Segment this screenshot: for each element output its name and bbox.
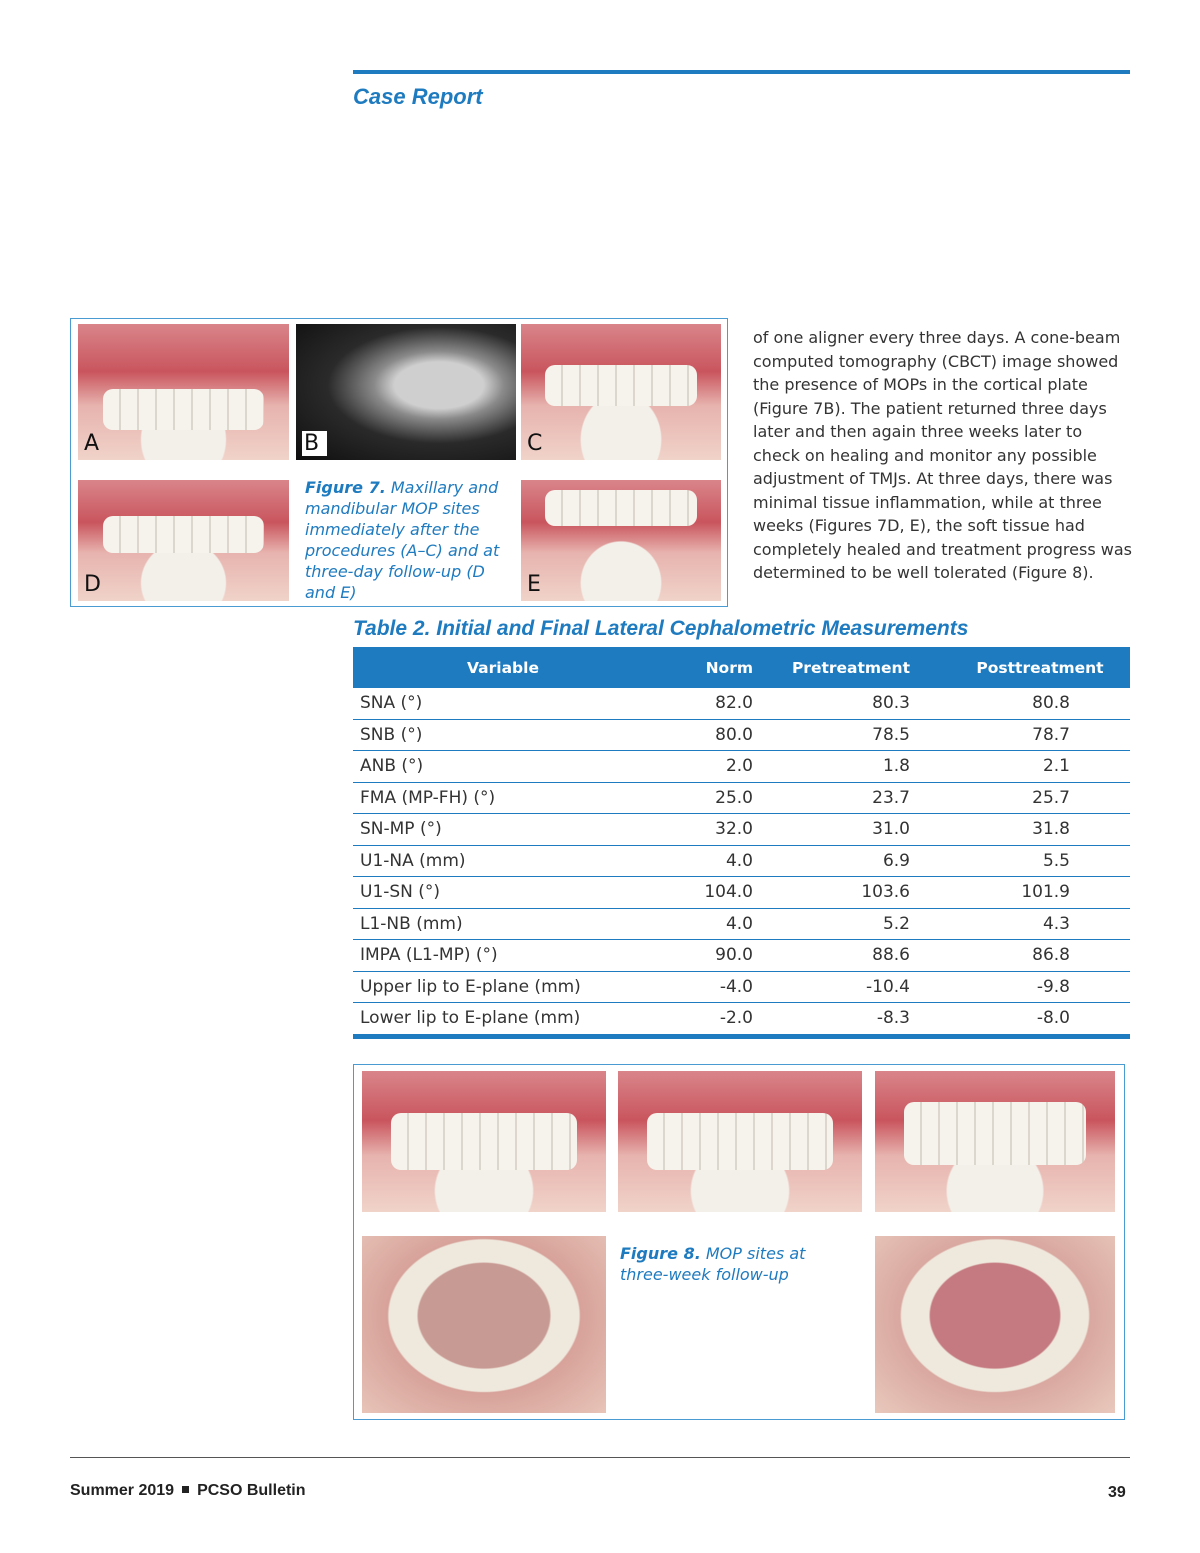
figure-8-caption-text: MOP sites at three-week follow-up bbox=[620, 1244, 806, 1284]
cell-variable: SN-MP (°) bbox=[353, 814, 653, 846]
footer-issue-date: Summer 2019 bbox=[70, 1482, 175, 1499]
cell-variable: ANB (°) bbox=[353, 751, 653, 783]
cell-variable: L1-NB (mm) bbox=[353, 908, 653, 940]
panel-label-e: E bbox=[527, 572, 541, 597]
cell-norm: 104.0 bbox=[653, 877, 753, 909]
figure-8-lower-occlusal-photo bbox=[875, 1236, 1115, 1413]
cell-spacer bbox=[1070, 719, 1130, 751]
table-row bbox=[353, 1003, 1130, 1037]
cell-spacer bbox=[1070, 1003, 1130, 1037]
figure-7c-photo bbox=[521, 324, 721, 460]
figure-7b-cbct-image bbox=[296, 324, 516, 460]
figure-7e-photo bbox=[521, 480, 721, 601]
cell-variable: SNA (°) bbox=[353, 688, 653, 719]
table-row bbox=[353, 719, 1130, 751]
figure-7-caption-text: Maxillary and mandibular MOP sites immediately after the procedures (A–C) and at three-day follow-up (D and E) bbox=[305, 478, 500, 602]
cell-posttreatment: 5.5 bbox=[910, 845, 1070, 877]
table-row bbox=[353, 814, 1130, 846]
cell-norm: 4.0 bbox=[653, 908, 753, 940]
cell-norm: 2.0 bbox=[653, 751, 753, 783]
header-posttreatment: Posttreatment bbox=[910, 647, 1130, 688]
cell-posttreatment: 4.3 bbox=[910, 908, 1070, 940]
header-norm: Norm bbox=[653, 647, 753, 688]
table-row bbox=[353, 908, 1130, 940]
table-row bbox=[353, 845, 1130, 877]
cell-posttreatment: 78.7 bbox=[910, 719, 1070, 751]
cell-norm: -2.0 bbox=[653, 1003, 753, 1037]
cell-variable: Upper lip to E-plane (mm) bbox=[353, 971, 653, 1003]
figure-8-upper-occlusal-photo bbox=[362, 1236, 606, 1413]
cell-spacer bbox=[1070, 782, 1130, 814]
page-number: 39 bbox=[1108, 1484, 1126, 1501]
footer-issue bbox=[70, 1482, 306, 1500]
figure-8-left-buccal-photo bbox=[875, 1071, 1115, 1212]
cell-norm: 4.0 bbox=[653, 845, 753, 877]
cell-spacer bbox=[1070, 751, 1130, 783]
cell-pretreatment: -8.3 bbox=[753, 1003, 910, 1037]
header-rule bbox=[353, 70, 1130, 74]
cell-variable: Lower lip to E-plane (mm) bbox=[353, 1003, 653, 1037]
figure-7-caption-label: Figure 7. bbox=[305, 478, 386, 497]
cell-norm: 32.0 bbox=[653, 814, 753, 846]
cell-pretreatment: 78.5 bbox=[753, 719, 910, 751]
figure-8-caption bbox=[620, 1243, 850, 1285]
cell-pretreatment: -10.4 bbox=[753, 971, 910, 1003]
table-row bbox=[353, 688, 1130, 719]
cell-posttreatment: -8.0 bbox=[910, 1003, 1070, 1037]
cell-norm: 90.0 bbox=[653, 940, 753, 972]
cell-posttreatment: 86.8 bbox=[910, 940, 1070, 972]
cell-spacer bbox=[1070, 814, 1130, 846]
figure-7d-photo bbox=[78, 480, 289, 601]
cell-pretreatment: 6.9 bbox=[753, 845, 910, 877]
panel-label-a: A bbox=[84, 431, 100, 456]
cell-spacer bbox=[1070, 940, 1130, 972]
cell-variable: IMPA (L1-MP) (°) bbox=[353, 940, 653, 972]
cell-spacer bbox=[1070, 845, 1130, 877]
header-variable: Variable bbox=[353, 647, 653, 688]
footer-publication: PCSO Bulletin bbox=[197, 1482, 306, 1499]
footer-rule bbox=[70, 1457, 1130, 1458]
table-header-row bbox=[353, 647, 1130, 688]
cell-variable: U1-NA (mm) bbox=[353, 845, 653, 877]
cell-variable: U1-SN (°) bbox=[353, 877, 653, 909]
cell-norm: 25.0 bbox=[653, 782, 753, 814]
cell-pretreatment: 31.0 bbox=[753, 814, 910, 846]
cell-variable: SNB (°) bbox=[353, 719, 653, 751]
cell-spacer bbox=[1070, 908, 1130, 940]
cell-pretreatment: 88.6 bbox=[753, 940, 910, 972]
cell-norm: -4.0 bbox=[653, 971, 753, 1003]
figure-8-caption-label: Figure 8. bbox=[620, 1244, 701, 1263]
cell-posttreatment: 31.8 bbox=[910, 814, 1070, 846]
table-row bbox=[353, 751, 1130, 783]
cell-pretreatment: 80.3 bbox=[753, 688, 910, 719]
cell-posttreatment: 25.7 bbox=[910, 782, 1070, 814]
cell-norm: 82.0 bbox=[653, 688, 753, 719]
header-pretreatment: Pretreatment bbox=[753, 647, 910, 688]
cell-norm: 80.0 bbox=[653, 719, 753, 751]
cell-pretreatment: 1.8 bbox=[753, 751, 910, 783]
figure-8-right-buccal-photo bbox=[362, 1071, 606, 1212]
panel-label-d: D bbox=[84, 572, 101, 597]
table-title: Table 2. Initial and Final Lateral Cephalometric Measurements bbox=[353, 617, 969, 640]
table-row bbox=[353, 971, 1130, 1003]
cell-spacer bbox=[1070, 971, 1130, 1003]
cell-pretreatment: 5.2 bbox=[753, 908, 910, 940]
cell-pretreatment: 103.6 bbox=[753, 877, 910, 909]
cell-posttreatment: 2.1 bbox=[910, 751, 1070, 783]
cell-posttreatment: 101.9 bbox=[910, 877, 1070, 909]
cell-pretreatment: 23.7 bbox=[753, 782, 910, 814]
cell-posttreatment: -9.8 bbox=[910, 971, 1070, 1003]
body-paragraph: of one aligner every three days. A cone-beam computed tomography (CBCT) image showed the presence of MOPs in the cortical plate (Figure 7B). The patient returned three days later and then again three weeks later to check on healing and monitor any possible adjustment of TMJs. At three days, there was minimal tissue inflammation, while at three weeks (Figures 7D, E), the soft tissue had completely healed and treatment progress was determined to be well tolerated (Figure 8). bbox=[753, 328, 1132, 582]
table-row bbox=[353, 782, 1130, 814]
cell-variable: FMA (MP-FH) (°) bbox=[353, 782, 653, 814]
cell-spacer bbox=[1070, 688, 1130, 719]
panel-label-c: C bbox=[527, 431, 543, 456]
table-row bbox=[353, 940, 1130, 972]
figure-7-caption bbox=[305, 477, 505, 603]
table-row bbox=[353, 877, 1130, 909]
section-title: Case Report bbox=[353, 84, 483, 109]
cephalometric-table bbox=[353, 647, 1130, 1039]
panel-label-b: B bbox=[302, 431, 327, 456]
square-bullet-icon bbox=[182, 1486, 189, 1493]
figure-8-frontal-photo bbox=[618, 1071, 862, 1212]
figure-7a-photo bbox=[78, 324, 289, 460]
cell-posttreatment: 80.8 bbox=[910, 688, 1070, 719]
cell-spacer bbox=[1070, 877, 1130, 909]
